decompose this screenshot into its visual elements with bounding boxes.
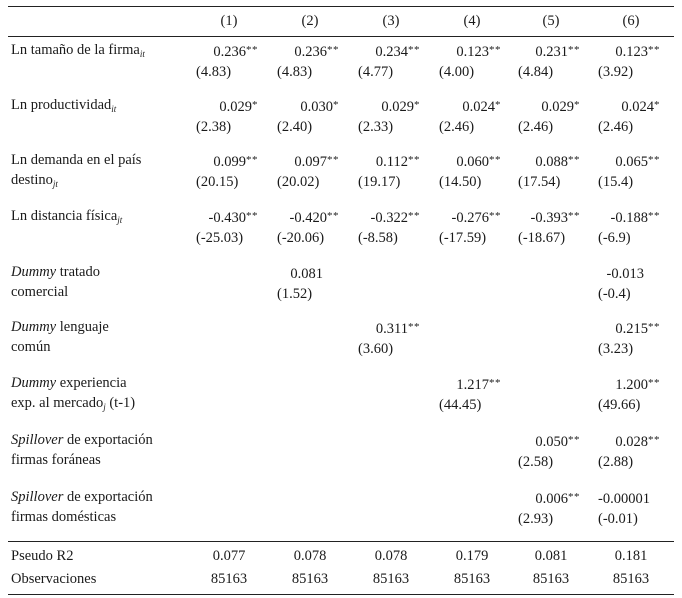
coefficient-cell — [518, 430, 580, 472]
significance-stars: ** — [246, 154, 258, 166]
row-label-line-2 — [11, 507, 153, 527]
coefficient-cell — [196, 206, 258, 248]
t-statistic: (-25.03) — [196, 230, 244, 246]
row-label-subscript: j — [103, 402, 106, 412]
significance-stars: ** — [568, 44, 580, 56]
row-label — [11, 40, 145, 64]
row-label-line — [11, 152, 141, 168]
coefficient-cell — [598, 40, 660, 82]
significance-stars: ** — [246, 44, 258, 56]
coefficient-cell — [277, 95, 339, 137]
coefficient-value — [196, 95, 258, 117]
coefficient-number: 0.024 — [462, 99, 495, 115]
coefficient-number: 0.088 — [535, 154, 568, 170]
row-label — [11, 317, 109, 357]
t-statistic: (2.38) — [196, 119, 232, 135]
t-statistic: (14.50) — [439, 174, 482, 190]
t-statistic: (4.00) — [439, 64, 475, 80]
significance-stars: ** — [408, 44, 420, 56]
coefficient-cell — [277, 150, 339, 192]
coefficient-cell — [439, 40, 501, 82]
coefficient-value — [358, 95, 420, 117]
coefficient-number: 0.081 — [290, 266, 323, 282]
coefficient-number: 0.065 — [615, 154, 648, 170]
coefficient-number: -0.188 — [610, 210, 648, 226]
t-statistic: (2.93) — [518, 511, 554, 527]
column-header: (4) — [463, 13, 481, 29]
coefficient-number: -0.393 — [530, 210, 568, 226]
coefficient-value — [196, 206, 258, 228]
row-label-italic: Dummy — [11, 319, 57, 335]
row-label-italic: Dummy — [11, 264, 57, 280]
t-statistic: (-20.06) — [277, 230, 325, 246]
column-header: (3) — [382, 13, 400, 29]
row-label-line-2 — [11, 450, 153, 470]
significance-stars: ** — [408, 154, 420, 166]
coefficient-cell — [358, 317, 420, 359]
row-label-text: común — [11, 339, 51, 355]
significance-stars: ** — [648, 321, 660, 333]
t-statistic: (4.84) — [518, 64, 554, 80]
coefficient-cell — [439, 206, 501, 248]
row-label — [11, 487, 153, 527]
coefficient-cell — [598, 95, 660, 137]
coefficient-value — [277, 40, 339, 62]
coefficient-number: 0.029 — [381, 99, 414, 115]
significance-stars: * — [252, 99, 258, 111]
coefficient-value — [277, 206, 339, 228]
footer-value: 0.081 — [534, 548, 568, 564]
row-label-line-2 — [11, 282, 100, 302]
coefficient-cell — [277, 206, 339, 248]
coefficient-value — [518, 40, 580, 62]
row-label — [11, 150, 141, 194]
row-label-line — [11, 489, 153, 505]
coefficient-cell — [358, 206, 420, 248]
coefficient-value — [439, 40, 501, 62]
t-statistic: (20.15) — [196, 174, 239, 190]
row-label — [11, 206, 122, 230]
coefficient-value — [358, 40, 420, 62]
t-statistic: (-8.58) — [358, 230, 398, 246]
significance-stars: ** — [408, 321, 420, 333]
footer-value: 85163 — [453, 571, 491, 587]
coefficient-number: 0.050 — [535, 434, 568, 450]
t-statistic: (-17.59) — [439, 230, 487, 246]
significance-stars: ** — [568, 154, 580, 166]
significance-stars: ** — [327, 154, 339, 166]
row-label — [11, 373, 135, 417]
coefficient-number: 0.060 — [456, 154, 489, 170]
t-statistic: (3.92) — [598, 64, 634, 80]
footer-value: 0.179 — [455, 548, 489, 564]
row-label-text: firmas foráneas — [11, 452, 101, 468]
t-statistic: (3.60) — [358, 341, 394, 357]
coefficient-value — [598, 487, 660, 509]
row-label-tail: (t-1) — [105, 395, 136, 411]
t-statistic: (4.83) — [196, 64, 232, 80]
coefficient-number: 0.311 — [375, 321, 408, 337]
significance-stars: ** — [489, 44, 501, 56]
coefficient-cell — [277, 262, 339, 304]
coefficient-value — [598, 95, 660, 117]
significance-stars: ** — [568, 210, 580, 222]
coefficient-value — [598, 150, 660, 172]
coefficient-cell — [439, 150, 501, 192]
row-label-text: de exportación — [63, 489, 153, 505]
coefficient-number: 1.200 — [615, 377, 648, 393]
significance-stars: ** — [489, 210, 501, 222]
t-statistic: (-18.67) — [518, 230, 566, 246]
t-statistic: (-6.9) — [598, 230, 631, 246]
coefficient-cell — [196, 150, 258, 192]
coefficient-cell — [598, 317, 660, 359]
coefficient-value — [598, 40, 660, 62]
significance-stars: ** — [246, 210, 258, 222]
footer-value: 85163 — [210, 571, 248, 587]
footer-value: 85163 — [532, 571, 570, 587]
significance-stars: ** — [327, 44, 339, 56]
row-label-italic: Dummy — [11, 375, 57, 391]
coefficient-number: -0.013 — [606, 266, 644, 282]
row-label-subscript: jt — [117, 215, 123, 225]
t-statistic: (2.33) — [358, 119, 394, 135]
coefficient-cell — [598, 430, 660, 472]
coefficient-number: 0.006 — [535, 491, 568, 507]
significance-stars: ** — [648, 434, 660, 446]
coefficient-value — [439, 206, 501, 228]
coefficient-value — [277, 262, 339, 284]
significance-stars: * — [574, 99, 580, 111]
coefficient-number: 1.217 — [456, 377, 489, 393]
coefficient-value — [439, 150, 501, 172]
footer-value: 0.078 — [293, 548, 327, 564]
t-statistic: (1.52) — [277, 286, 313, 302]
coefficient-value — [439, 95, 501, 117]
coefficient-number: 0.029 — [541, 99, 574, 115]
coefficient-number: -0.276 — [451, 210, 489, 226]
row-label — [11, 430, 153, 470]
footer-value: 0.181 — [614, 548, 648, 564]
coefficient-number: 0.123 — [615, 44, 648, 60]
column-header: (2) — [301, 13, 319, 29]
significance-stars: ** — [648, 377, 660, 389]
row-label-text: lenguaje — [56, 319, 109, 335]
significance-stars: ** — [489, 377, 501, 389]
significance-stars: * — [414, 99, 420, 111]
coefficient-cell — [518, 95, 580, 137]
coefficient-number: 0.231 — [535, 44, 568, 60]
row-label-line — [11, 97, 116, 113]
coefficient-value — [518, 206, 580, 228]
coefficient-cell — [598, 487, 660, 529]
t-statistic: (44.45) — [439, 397, 482, 413]
row-label — [11, 262, 100, 302]
coefficient-cell — [598, 150, 660, 192]
coefficient-value — [277, 150, 339, 172]
column-header: (5) — [542, 13, 560, 29]
coefficient-cell — [598, 262, 660, 304]
coefficient-value — [598, 317, 660, 339]
coefficient-number: 0.215 — [615, 321, 648, 337]
coefficient-number: 0.236 — [294, 44, 327, 60]
coefficient-cell — [439, 373, 501, 415]
coefficient-number: 0.099 — [213, 154, 246, 170]
coefficient-number: 0.030 — [300, 99, 333, 115]
bottom-rule — [8, 594, 674, 595]
significance-stars: ** — [648, 154, 660, 166]
column-header: (1) — [220, 13, 238, 29]
coefficient-value — [196, 40, 258, 62]
significance-stars: ** — [327, 210, 339, 222]
coefficient-value — [358, 150, 420, 172]
footer-rule — [8, 541, 674, 542]
t-statistic: (20.02) — [277, 174, 320, 190]
row-label-subscript: it — [139, 49, 145, 59]
t-statistic: (17.54) — [518, 174, 561, 190]
row-label-line — [11, 432, 153, 448]
coefficient-cell — [358, 40, 420, 82]
row-label-line — [11, 264, 100, 280]
significance-stars: ** — [648, 210, 660, 222]
row-label-text: firmas domésticas — [11, 509, 117, 525]
column-header: (6) — [622, 13, 640, 29]
coefficient-value — [518, 487, 580, 509]
row-label-line — [11, 42, 145, 58]
coefficient-value — [358, 317, 420, 339]
t-statistic: (-0.4) — [598, 286, 631, 302]
coefficient-cell — [196, 95, 258, 137]
significance-stars: * — [495, 99, 501, 111]
coefficient-number: 0.029 — [219, 99, 252, 115]
coefficient-value — [598, 206, 660, 228]
coefficient-value — [518, 430, 580, 452]
coefficient-number: -0.420 — [289, 210, 327, 226]
significance-stars: * — [333, 99, 339, 111]
t-statistic: (3.23) — [598, 341, 634, 357]
significance-stars: ** — [568, 491, 580, 503]
row-label-line-2 — [11, 170, 141, 194]
row-label-line — [11, 208, 122, 224]
row-label-text: Ln demanda en el país — [11, 152, 142, 168]
t-statistic: (2.88) — [598, 454, 634, 470]
coefficient-cell — [358, 150, 420, 192]
row-label-line-2 — [11, 337, 109, 357]
coefficient-number: -0.00001 — [598, 491, 650, 507]
coefficient-number: 0.234 — [375, 44, 408, 60]
t-statistic: (15.4) — [598, 174, 634, 190]
footer-value: 85163 — [612, 571, 650, 587]
t-statistic: (4.77) — [358, 64, 394, 80]
footer-value: 0.077 — [212, 548, 246, 564]
row-label-text: Ln productividad — [11, 97, 112, 113]
coefficient-cell — [196, 40, 258, 82]
t-statistic: (4.83) — [277, 64, 313, 80]
significance-stars: ** — [489, 154, 501, 166]
footer-value: 0.078 — [374, 548, 408, 564]
coefficient-number: 0.123 — [456, 44, 489, 60]
row-label-text: de exportación — [63, 432, 153, 448]
t-statistic: (19.17) — [358, 174, 401, 190]
t-statistic: (2.46) — [598, 119, 634, 135]
t-statistic: (2.58) — [518, 454, 554, 470]
coefficient-cell — [277, 40, 339, 82]
significance-stars: ** — [568, 434, 580, 446]
row-label-text: exp. al mercado — [11, 395, 104, 411]
coefficient-number: 0.028 — [615, 434, 648, 450]
row-label — [11, 95, 116, 119]
coefficient-cell — [598, 373, 660, 415]
t-statistic: (2.46) — [439, 119, 475, 135]
row-label-text: Ln tamaño de la firma — [11, 42, 140, 58]
coefficient-cell — [358, 95, 420, 137]
row-label-text: tratado — [56, 264, 100, 280]
row-label-subscript: jt — [52, 179, 58, 189]
coefficient-value — [598, 430, 660, 452]
coefficient-value — [518, 150, 580, 172]
significance-stars: ** — [408, 210, 420, 222]
top-rule — [8, 6, 674, 7]
footer-label: Pseudo R2 — [11, 548, 74, 564]
coefficient-cell — [518, 150, 580, 192]
coefficient-number: -0.322 — [370, 210, 408, 226]
coefficient-value — [598, 373, 660, 395]
significance-stars: ** — [648, 44, 660, 56]
row-label-italic: Spillover — [11, 432, 64, 448]
row-label-italic: Spillover — [11, 489, 64, 505]
row-label-line — [11, 375, 127, 391]
coefficient-number: 0.024 — [621, 99, 654, 115]
coefficient-cell — [518, 487, 580, 529]
coefficient-value — [598, 262, 660, 284]
coefficient-number: 0.112 — [375, 154, 408, 170]
coefficient-number: -0.430 — [208, 210, 246, 226]
coefficient-value — [439, 373, 501, 395]
coefficient-number: 0.236 — [213, 44, 246, 60]
t-statistic: (49.66) — [598, 397, 641, 413]
coefficient-value — [518, 95, 580, 117]
row-label-text: destino — [11, 172, 53, 188]
row-label-text: comercial — [11, 284, 69, 300]
t-statistic: (2.40) — [277, 119, 313, 135]
footer-value: 85163 — [291, 571, 329, 587]
coefficient-number: 0.097 — [294, 154, 327, 170]
coefficient-value — [277, 95, 339, 117]
coefficient-cell — [598, 206, 660, 248]
coefficient-cell — [518, 40, 580, 82]
coefficient-value — [196, 150, 258, 172]
row-label-line-2 — [11, 393, 135, 417]
footer-value: 85163 — [372, 571, 410, 587]
row-label-subscript: it — [111, 104, 117, 114]
coefficient-value — [358, 206, 420, 228]
significance-stars: * — [654, 99, 660, 111]
coefficient-cell — [439, 95, 501, 137]
t-statistic: (2.46) — [518, 119, 554, 135]
row-label-line — [11, 319, 109, 335]
row-label-text: experiencia — [56, 375, 127, 391]
t-statistic: (-0.01) — [598, 511, 638, 527]
coefficient-cell — [518, 206, 580, 248]
row-label-text: Ln distancia física — [11, 208, 118, 224]
footer-label: Observaciones — [11, 571, 97, 587]
header-rule — [8, 36, 674, 37]
